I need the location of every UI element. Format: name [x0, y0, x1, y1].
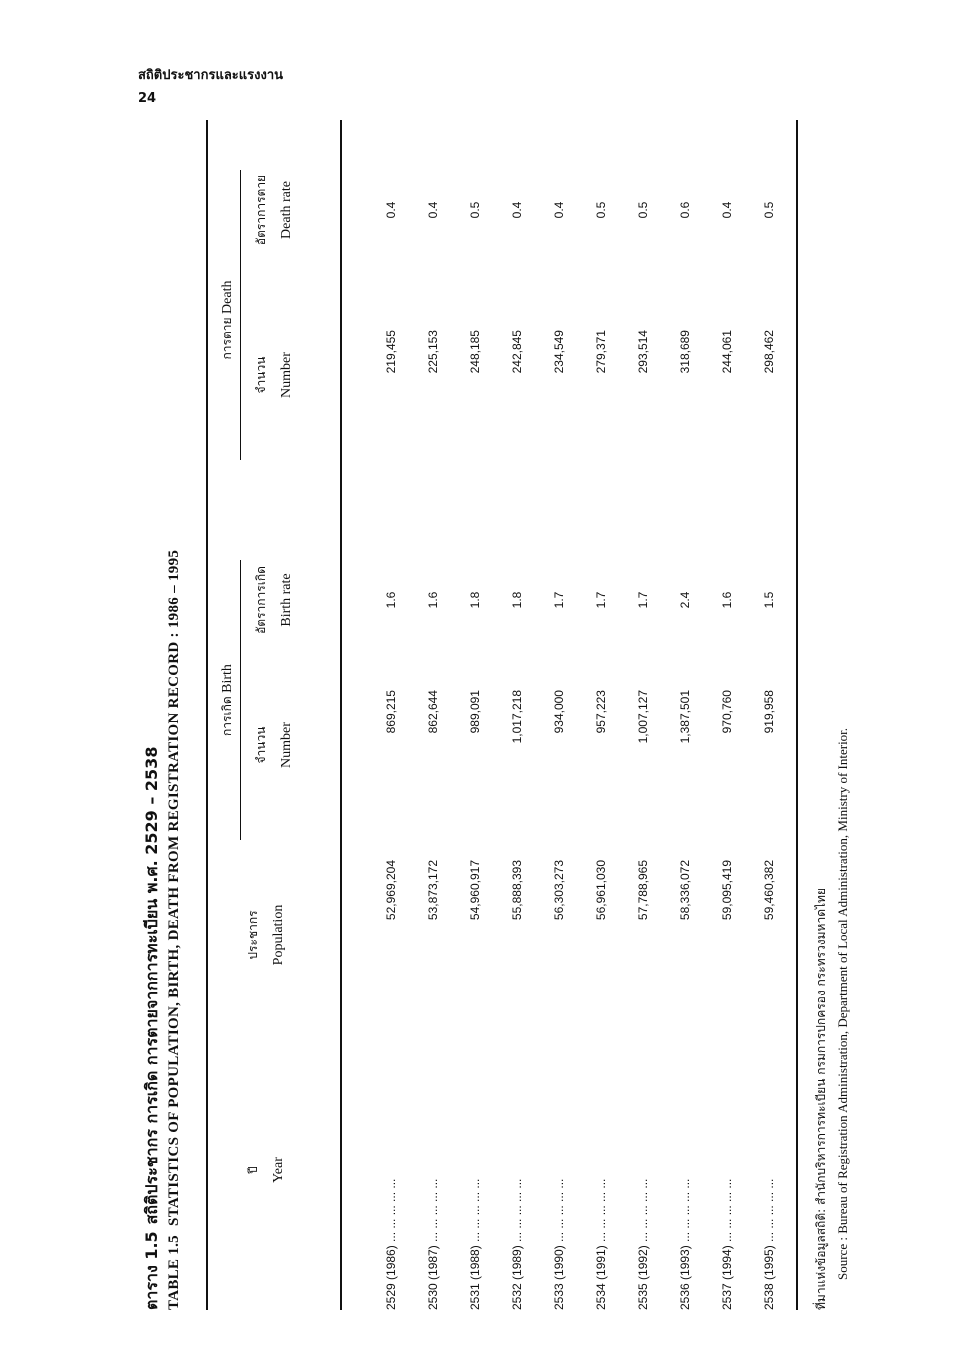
cell-year: 2537 (1994) ... ... ... ... ...	[720, 1178, 734, 1310]
caption-thai	[140, 110, 166, 1310]
header-death-number-th: จำนวน	[254, 356, 268, 394]
cell-death-number: 244,061	[720, 330, 734, 374]
cell-birth-number: 970,760	[720, 690, 734, 734]
table-top-rule	[206, 120, 208, 1310]
cell-birth-number: 1,007,127	[636, 690, 650, 744]
page-number: 24	[138, 91, 157, 106]
caption-thai-label: ตาราง 1.5	[142, 1231, 161, 1310]
header-birth-group-en: Birth	[220, 664, 235, 693]
caption-thai-title: สถิติประชากร การเกิด การตายจากการทะเบียน พ.ศ. 2529 – 2538	[142, 746, 161, 1225]
cell-birth-rate: 1.8	[468, 591, 482, 609]
cell-year: 2535 (1992) ... ... ... ... ...	[636, 1178, 650, 1310]
cell-year: 2534 (1991) ... ... ... ... ...	[594, 1178, 608, 1310]
cell-death-number: 248,185	[468, 330, 482, 374]
cell-birth-number: 989,091	[468, 690, 482, 734]
header-population-en: Population	[271, 904, 286, 966]
header-bottom-rule	[340, 120, 342, 1310]
cell-death-rate: 0.5	[594, 201, 608, 219]
cell-year: 2532 (1989) ... ... ... ... ...	[510, 1178, 524, 1310]
header-population-th: ประชากร	[246, 910, 260, 960]
running-header-title: สถิติประชากรและแรงงาน	[138, 68, 284, 83]
cell-death-rate: 0.6	[678, 201, 692, 219]
cell-population: 59,460,382	[762, 860, 776, 921]
header-birth-number-th: จำนวน	[254, 726, 268, 764]
header-birth-number	[252, 690, 295, 800]
source-english: Source : Bureau of Registration Administration, Department of Local Administration, Ministry of Interior.	[835, 727, 850, 1280]
cell-birth-rate: 1.6	[426, 591, 440, 609]
cell-birth-rate: 1.7	[636, 591, 650, 609]
header-birth-rate	[252, 540, 295, 660]
header-death-number	[252, 320, 295, 430]
cell-birth-rate: 2.4	[678, 591, 692, 609]
cell-death-rate: 0.4	[384, 201, 398, 219]
cell-birth-number: 1,017,218	[510, 690, 524, 744]
cell-death-rate: 0.4	[552, 201, 566, 219]
caption-english	[166, 110, 192, 1310]
header-birth-rate-en: Birth rate	[279, 573, 294, 627]
table-caption	[140, 110, 192, 1310]
header-population	[244, 860, 287, 1010]
cell-birth-number: 957,223	[594, 690, 608, 734]
cell-birth-rate: 1.8	[510, 591, 524, 609]
cell-death-number: 242,845	[510, 330, 524, 374]
cell-birth-number: 869,215	[384, 690, 398, 734]
cell-year: 2530 (1987) ... ... ... ... ...	[426, 1178, 440, 1310]
caption-english-label: TABLE 1.5	[166, 1235, 182, 1310]
cell-population: 55,888,393	[510, 860, 524, 921]
table-row	[426, 110, 456, 1310]
header-birth-number-en: Number	[279, 722, 294, 768]
cell-death-number: 293,514	[636, 330, 650, 374]
cell-death-number: 225,153	[426, 330, 440, 374]
cell-death-rate: 0.4	[720, 201, 734, 219]
header-year-en: Year	[271, 1157, 286, 1183]
cell-death-number: 219,455	[384, 330, 398, 374]
cell-population: 53,873,172	[426, 860, 440, 921]
header-death-rate-en: Death rate	[279, 181, 294, 239]
cell-year: 2531 (1988) ... ... ... ... ...	[468, 1178, 482, 1310]
cell-year: 2533 (1990) ... ... ... ... ...	[552, 1178, 566, 1310]
header-year	[244, 1090, 287, 1250]
header-birth-group-th: การเกิด	[220, 696, 234, 736]
cell-birth-number: 919,958	[762, 690, 776, 734]
cell-death-number: 234,549	[552, 330, 566, 374]
table-row	[510, 110, 540, 1310]
cell-year: 2538 (1995) ... ... ... ... ...	[762, 1178, 776, 1310]
cell-population: 58,336,072	[678, 860, 692, 921]
source-thai: ที่มาแห่งข้อมูลสถิติ: สำนักบริหารการทะเบียน กรมการปกครอง กระทรวงมหาดไทย	[814, 888, 828, 1310]
cell-birth-rate: 1.7	[594, 591, 608, 609]
table-row	[384, 110, 414, 1310]
cell-population: 59,095,419	[720, 860, 734, 921]
death-group-rule	[240, 170, 241, 460]
header-birth-rate-th: อัตราการเกิด	[254, 566, 268, 634]
cell-birth-rate: 1.5	[762, 591, 776, 609]
header-death-group-en: Death	[220, 280, 235, 314]
cell-death-rate: 0.4	[510, 201, 524, 219]
cell-population: 56,961,030	[594, 860, 608, 921]
cell-death-rate: 0.4	[426, 201, 440, 219]
cell-birth-rate: 1.6	[384, 591, 398, 609]
cell-birth-number: 934,000	[552, 690, 566, 734]
table-row	[636, 110, 666, 1310]
cell-year: 2529 (1986) ... ... ... ... ...	[384, 1178, 398, 1310]
cell-population: 52,969,204	[384, 860, 398, 921]
cell-death-number: 298,462	[762, 330, 776, 374]
cell-birth-rate: 1.7	[552, 591, 566, 609]
cell-year: 2536 (1993) ... ... ... ... ...	[678, 1178, 692, 1310]
cell-death-rate: 0.5	[468, 201, 482, 219]
header-birth-group	[218, 570, 237, 830]
cell-birth-rate: 1.6	[720, 591, 734, 609]
table-row	[468, 110, 498, 1310]
cell-population: 57,788,965	[636, 860, 650, 921]
cell-population: 56,303,273	[552, 860, 566, 921]
cell-death-rate: 0.5	[762, 201, 776, 219]
header-death-group	[218, 190, 237, 450]
cell-death-rate: 0.5	[636, 201, 650, 219]
table-row	[720, 110, 750, 1310]
cell-population: 54,960,917	[468, 860, 482, 921]
running-header	[138, 64, 283, 106]
table-row	[678, 110, 708, 1310]
table-row	[552, 110, 582, 1310]
table-row	[594, 110, 624, 1310]
table-bottom-rule	[796, 120, 798, 1310]
source-note	[812, 110, 851, 1310]
header-year-th: ปี	[246, 1166, 260, 1174]
birth-group-rule	[240, 560, 241, 840]
cell-birth-number: 1,387,501	[678, 690, 692, 744]
rotated-table-block	[140, 110, 860, 1310]
header-death-number-en: Number	[279, 352, 294, 398]
caption-english-title: STATISTICS OF POPULATION, BIRTH, DEATH FROM REGISTRATION RECORD : 1986 – 1995	[166, 549, 182, 1226]
cell-death-number: 279,371	[594, 330, 608, 374]
table-row	[762, 110, 792, 1310]
header-death-rate	[252, 150, 295, 270]
header-death-rate-th: อัตราการตาย	[254, 174, 268, 246]
cell-birth-number: 862,644	[426, 690, 440, 734]
header-death-group-th: การตาย	[220, 317, 234, 360]
cell-death-number: 318,689	[678, 330, 692, 374]
